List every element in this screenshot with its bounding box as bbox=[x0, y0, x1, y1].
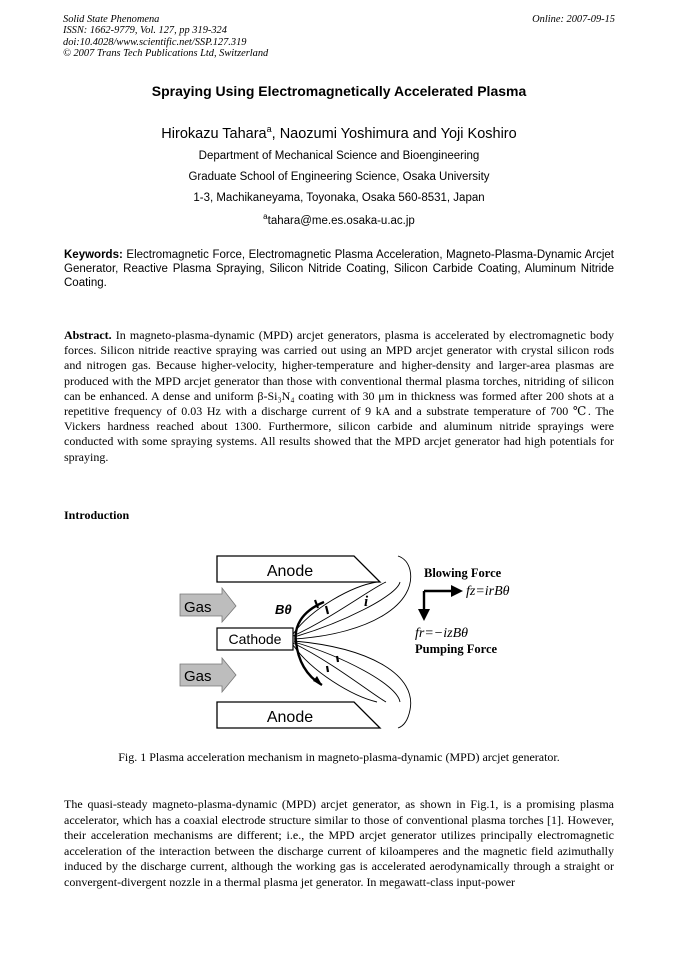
author-rest: , Naozumi Yoshimura and Yoji Koshiro bbox=[271, 125, 517, 142]
fz-equation: fz=irBθ bbox=[466, 584, 510, 599]
email-sup: a bbox=[263, 212, 268, 221]
abstract bbox=[64, 328, 614, 465]
author-list bbox=[0, 124, 678, 142]
copyright-line: © 2007 Trans Tech Publications Ltd, Switzerland bbox=[63, 47, 269, 59]
anode-top-label: Anode bbox=[266, 563, 314, 580]
section-heading-introduction: Introduction bbox=[64, 508, 130, 522]
author-first: Hirokazu Tahara bbox=[161, 125, 267, 142]
gas-top-label: Gas bbox=[184, 599, 212, 616]
current-label: i bbox=[364, 594, 369, 610]
paper-title: Spraying Using Electromagnetically Accelerated Plasma bbox=[151, 83, 527, 99]
keywords bbox=[64, 248, 614, 291]
affiliation-school: Graduate School of Engineering Science, Osaka University bbox=[188, 171, 490, 183]
abstract-label: Abstract. bbox=[64, 328, 112, 342]
cathode-label: Cathode bbox=[228, 631, 282, 647]
current-direction-marks bbox=[315, 600, 338, 672]
affiliation-department: Department of Mechanical Science and Bioengineering bbox=[198, 150, 480, 162]
journal-name: Solid State Phenomena bbox=[63, 14, 160, 25]
doi-line: doi:10.4028/www.scientific.net/SSP.127.319 bbox=[63, 36, 247, 48]
online-date: Online: 2007-09-15 bbox=[532, 14, 615, 25]
email-address: tahara@me.es.osaka-u.ac.jp bbox=[267, 214, 415, 227]
anode-bottom-label: Anode bbox=[266, 709, 314, 726]
magnetic-field-arrowhead bbox=[313, 676, 322, 685]
fr-arrowhead bbox=[418, 609, 430, 621]
pumping-force-label: Pumping Force bbox=[415, 642, 498, 656]
issn-line: ISSN: 1662-9779, Vol. 127, pp 319-324 bbox=[63, 25, 227, 37]
keywords-label: Keywords: bbox=[64, 249, 123, 261]
author-first-sup: a bbox=[266, 124, 272, 134]
affiliation-email bbox=[0, 212, 678, 227]
gas-bottom-label: Gas bbox=[184, 668, 212, 685]
affiliation-address: 1-3, Machikaneyama, Toyonaka, Osaka 560-8531, Japan bbox=[193, 192, 485, 204]
figure-caption: Fig. 1 Plasma acceleration mechanism in magneto-plasma-dynamic (MPD) arcjet generator. bbox=[118, 750, 560, 764]
abstract-text: In magneto-plasma-dynamic (MPD) arcjet generators, plasma is accelerated by electromagnetic body forces. Silicon nitride reactive spraying was carried out using an MPD arcjet generator with crystal silicon rods and nitrogen gas. Because higher-velocity, higher-temperature and higher-density and larger-area plasmas are produced with the MPD arcjet generator than those with conventional thermal plasma torches, nitriding of silicon can be enhanced. A dense and uniform β-Si₃N₄ coating with 30 μm in thickness was formed after 200 shots at a repetitive frequency of 0.03 Hz with a discharge current of 9 kA and a substrate temperature of 700 ℃. The Vickers hardness reached about 1300. Furthermore, silicon carbide and aluminum nitride sprayings were conducted with some spraying systems. All results showed that the MPD arcjet generator had high potentials for spraying. bbox=[64, 328, 614, 464]
running-header bbox=[63, 14, 268, 59]
fz-arrowhead bbox=[451, 585, 463, 597]
figure-mpd-arcjet bbox=[172, 548, 532, 738]
body-paragraph: The quasi-steady magneto-plasma-dynamic (MPD) arcjet generator, as shown in Fig.1, is a promising plasma accelerator, which has a coaxial electrode structure similar to those of conventional plasma torches [1]. However, their acceleration mechanisms are different; i.e., the MPD arcjet generator utilizes principally electromagnetic acceleration of the interaction between the discharge current of kiloamperes and the magnetic field azimuthally induced by the discharge current, although the working gas is accelerated aerodynamically through a straight or convergent-divergent nozzle in a thermal plasma jet generator. In megawatt-class input-power bbox=[64, 797, 614, 889]
fr-equation: fr=−izBθ bbox=[415, 626, 468, 641]
keywords-text: Electromagnetic Force, Electromagnetic Plasma Acceleration, Magneto-Plasma-Dynamic Arcjet Generator, Reactive Plasma Spraying, Silicon Nitride Coating, Silicon Carbide Coating, Aluminum Nitride Coating. bbox=[64, 249, 614, 290]
blowing-force-label: Blowing Force bbox=[424, 566, 502, 580]
b-theta-label: Bθ bbox=[275, 602, 292, 617]
